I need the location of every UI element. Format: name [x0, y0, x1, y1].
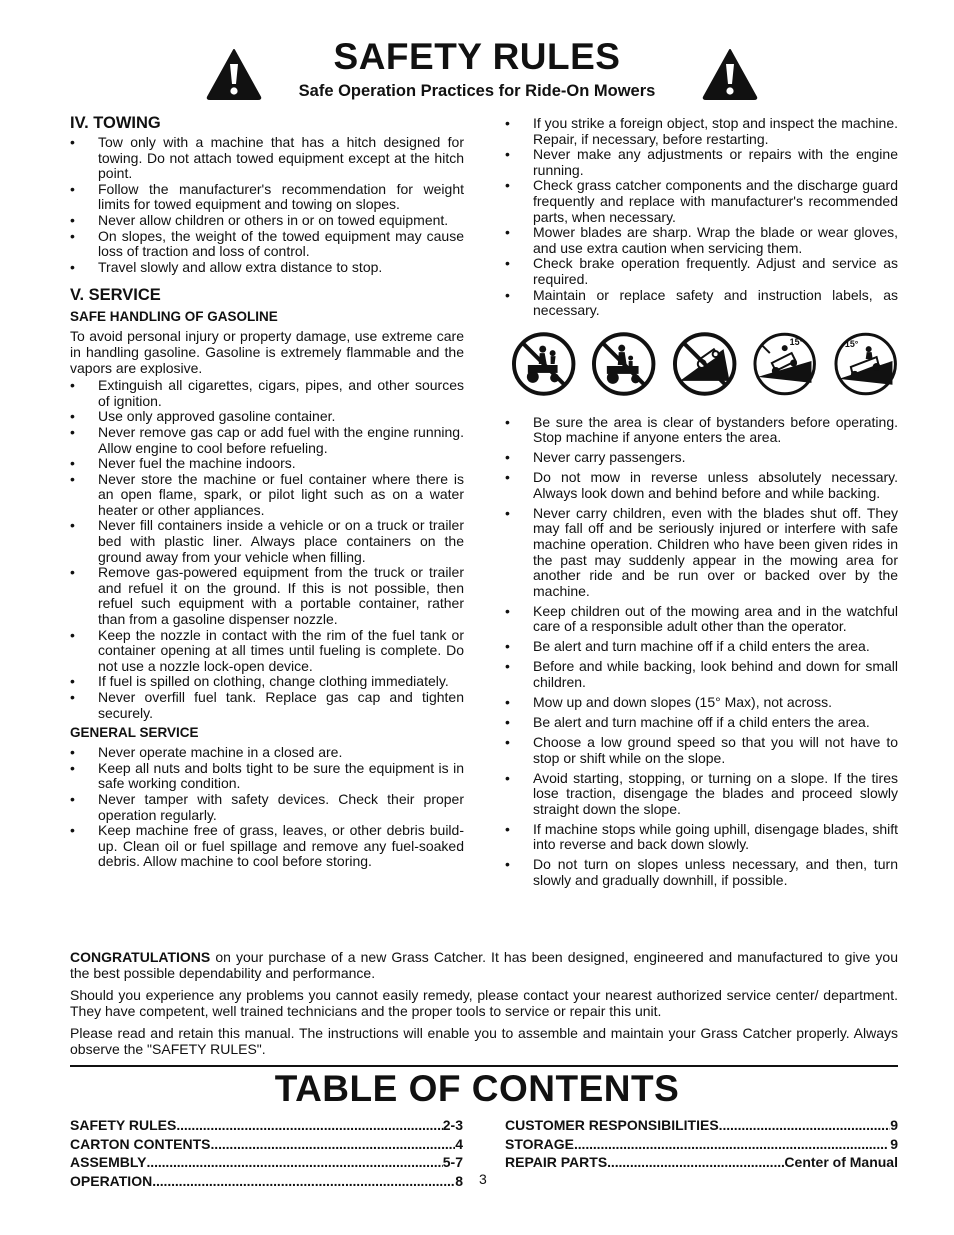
list-item: • Be alert and turn machine off if a child enters the area. — [505, 715, 898, 731]
safety-header — [0, 36, 954, 116]
left-column — [70, 114, 464, 870]
list-item: • Do not mow in reverse unless absolutely necessary. Always look down and behind before and while backing. — [505, 470, 898, 501]
list-item: • Never carry children, even with the blades shut off. They may fall off and be seriously injured or interfere with safe machine operation. Children who have been given rides in the past may suddenly appear in the mowing area for another ride and be run over or backed over by the machine. — [505, 506, 898, 600]
no-steep-slope-icon — [672, 331, 737, 397]
list-item: • Keep all nuts and bolts tight to be sure the equipment is in safe working condition. — [70, 761, 464, 792]
toc-dots — [607, 1153, 784, 1172]
list-item: • Never operate machine in a closed are. — [70, 745, 464, 761]
gasoline-heading: SAFE HANDLING OF GASOLINE — [70, 309, 278, 325]
toc-label: CUSTOMER RESPONSIBILITIES — [505, 1117, 719, 1133]
service-continued-list — [505, 116, 898, 319]
slope-15-across-icon — [752, 331, 817, 397]
list-item: • Be sure the area is clear of bystanders before operating. Stop machine if anyone enters the area. — [505, 415, 898, 446]
list-item: • Do not turn on slopes unless necessary, and then, turn slowly and gradually downhill, if possible. — [505, 857, 898, 888]
toc-entry[interactable] — [70, 1172, 463, 1191]
toc-dots — [719, 1116, 891, 1135]
toc-right-column — [505, 1116, 898, 1172]
gasoline-intro: To avoid personal injury or property damage, use extreme care in handling gasoline. Gasoline is extremely flammable and the vapors are explosive. — [70, 328, 464, 376]
list-item: • If machine stops while going uphill, disengage blades, shift into reverse and back down slowly. — [505, 822, 898, 853]
toc-page: 5-7 — [442, 1154, 463, 1170]
spacer — [70, 275, 464, 286]
list-item: • Tow only with a machine that has a hitch designed for towing. Do not attach towed equipment except at the hitch point. — [70, 135, 464, 182]
no-children-icon — [591, 331, 656, 397]
toc-entry[interactable] — [70, 1116, 463, 1135]
toc-page: 2-3 — [442, 1117, 463, 1133]
service-heading: V. SERVICE — [70, 286, 161, 305]
toc-page: Center of Manual — [784, 1154, 898, 1170]
list-item: • Be alert and turn machine off if a child enters the area. — [505, 639, 898, 655]
operation-safety-list — [505, 415, 898, 889]
general-service-heading: GENERAL SERVICE — [70, 725, 199, 741]
list-item: • Extinguish all cigarettes, cigars, pipes, and other sources of ignition. — [70, 378, 464, 409]
right-column — [505, 116, 898, 893]
retain-paragraph: Please read and retain this manual. The instructions will enable you to assemble and maintain your Grass Catcher properly. Always observe the "SAFETY RULES". — [70, 1025, 898, 1057]
list-item: • Never allow children or others in or on towed equipment. — [70, 213, 464, 229]
toc-entry[interactable] — [505, 1153, 898, 1172]
congratulations-section — [70, 950, 898, 1065]
toc-label: REPAIR PARTS — [505, 1154, 608, 1170]
list-item: • Avoid starting, stopping, or turning on a slope. If the tires lose traction, disengage the blades and proceed slowly straight down the slope. — [505, 771, 898, 818]
toc-entry[interactable] — [70, 1135, 463, 1154]
slope-angle-label: 15° — [844, 338, 858, 349]
toc-dots — [147, 1153, 443, 1172]
toc-dots — [152, 1172, 455, 1191]
toc-left-column — [70, 1116, 463, 1190]
list-item: • Keep machine free of grass, leaves, or other debris build-up. Clean oil or fuel spillage and remove any fuel-soaked debris. Allow machine to cool before storing. — [70, 823, 464, 870]
toc-dots — [211, 1135, 456, 1154]
list-item: • Mower blades are sharp. Wrap the blade or wear gloves, and use extra caution when servicing them. — [505, 225, 898, 256]
list-item: • Before and while backing, look behind and down for small children. — [505, 659, 898, 690]
gasoline-list — [70, 378, 464, 721]
congrats-lead: CONGRATULATIONS — [70, 949, 211, 965]
toc-entry[interactable] — [70, 1153, 463, 1172]
toc-page: 9 — [890, 1135, 898, 1152]
list-item: • Use only approved gasoline container. — [70, 409, 464, 425]
page-subtitle: Safe Operation Practices for Ride-On Mowers — [298, 82, 656, 100]
toc-entry[interactable] — [505, 1116, 898, 1135]
toc-dots — [176, 1116, 442, 1135]
list-item: • Maintain or replace safety and instruction labels, as necessary. — [505, 288, 898, 319]
list-item: • Remove gas-powered equipment from the truck or trailer and refuel it on the ground. If this is not possible, then refuel such equipment with a portable container, rather than from a gasoline dispenser nozzle. — [70, 565, 464, 627]
page-number: 3 — [479, 1171, 487, 1187]
toc-page: 9 — [890, 1117, 898, 1133]
list-item: • Follow the manufacturer's recommendation for weight limits for towed equipment and towing on slopes. — [70, 182, 464, 213]
toc-label: STORAGE — [505, 1135, 574, 1152]
list-item: • Never fill containers inside a vehicle or on a truck or trailer bed with plastic liner. Always place containers on the ground away from your vehicle when filling. — [70, 518, 464, 565]
safety-pictograms — [511, 331, 898, 397]
list-item: • If you strike a foreign object, stop and inspect the machine. Repair, if necessary, before restarting. — [505, 116, 898, 147]
list-item: • Keep children out of the mowing area and in the watchful care of a responsible adult other than the operator. — [505, 604, 898, 635]
general-service-list — [70, 745, 464, 870]
list-item: • Never carry passengers. — [505, 450, 898, 466]
list-item: • Never store the machine or fuel container where there is an open flame, spark, or pilot light such as on a water heater or other appliances. — [70, 472, 464, 519]
toc-entry[interactable] — [505, 1135, 898, 1154]
towing-list — [70, 135, 464, 275]
service-paragraph: Should you experience any problems you cannot easily remedy, please contact your nearest authorized service center/ department. They have competent, well trained technicians and the proper tools to service or repair this unit. — [70, 987, 898, 1019]
congrats-text: on your purchase of a new Grass Catcher. It has been designed, engineered and manufactured to give you the best possible dependability and performance. — [70, 949, 898, 981]
list-item: • On slopes, the weight of the towed equipment may cause loss of traction and loss of control. — [70, 229, 464, 260]
list-item: • If fuel is spilled on clothing, change clothing immediately. — [70, 674, 464, 690]
list-item: • Travel slowly and allow extra distance to stop. — [70, 260, 464, 276]
list-item: • Check grass catcher components and the discharge guard frequently and replace with manufacturer's recommended parts, when necessary. — [505, 178, 898, 225]
list-item: • Never tamper with safety devices. Check their proper operation regularly. — [70, 792, 464, 823]
toc-page: 8 — [455, 1172, 463, 1189]
list-item: • Never make any adjustments or repairs with the engine running. — [505, 147, 898, 178]
toc-label: OPERATION — [70, 1172, 153, 1189]
list-item: • Check brake operation frequently. Adjust and service as required. — [505, 256, 898, 287]
toc-title: TABLE OF CONTENTS — [274, 1068, 680, 1109]
page-title: SAFETY RULES — [333, 36, 621, 77]
list-item: • Never remove gas cap or add fuel with the engine running. Allow engine to cool before refueling. — [70, 425, 464, 456]
list-item: • Never overfill fuel tank. Replace gas cap and tighten securely. — [70, 690, 464, 721]
no-passengers-icon — [511, 331, 576, 397]
slope-angle-label: 15° — [789, 336, 804, 347]
toc-page: 4 — [455, 1135, 463, 1152]
toc-dots — [574, 1135, 890, 1154]
toc-label: SAFETY RULES — [70, 1117, 177, 1133]
toc-label: ASSEMBLY — [70, 1154, 147, 1170]
warning-triangle-icon — [702, 48, 758, 100]
toc-label: CARTON CONTENTS — [70, 1135, 211, 1152]
list-item: • Choose a low ground speed so that you will not have to stop or shift while on the slope. — [505, 735, 898, 766]
congrats-paragraph — [70, 950, 898, 981]
towing-heading: IV. TOWING — [70, 114, 161, 132]
slope-15-tip-icon — [833, 331, 898, 397]
list-item: • Keep the nozzle in contact with the rim of the fuel tank or container opening at all times until fueling is complete. Do not use a nozzle lock-open device. — [70, 628, 464, 675]
list-item: • Never fuel the machine indoors. — [70, 456, 464, 472]
list-item: • Mow up and down slopes (15° Max), not across. — [505, 695, 898, 711]
